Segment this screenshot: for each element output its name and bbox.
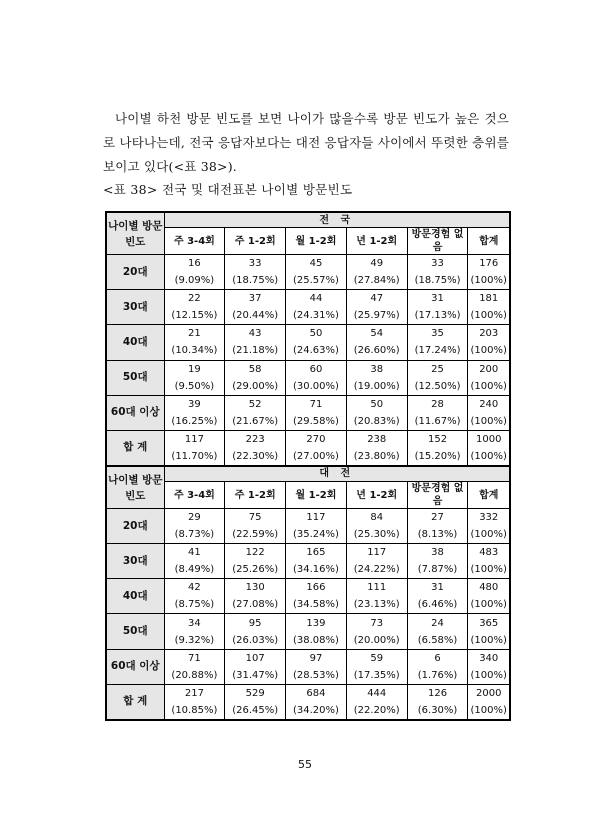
data-cell xyxy=(164,579,225,614)
data-cell xyxy=(346,430,407,466)
data-cell xyxy=(225,684,286,720)
cell-count: 684 xyxy=(306,687,326,699)
age-group-label: 40대 xyxy=(106,325,164,360)
cell-count: 54 xyxy=(370,328,384,340)
cell-count: 33 xyxy=(248,258,262,270)
cell-percent: (34.16%) xyxy=(292,564,339,576)
body-paragraph xyxy=(103,107,509,179)
data-cell xyxy=(407,579,468,614)
cell-percent: (21.67%) xyxy=(232,415,279,427)
column-header: 월 1-2회 xyxy=(286,481,347,508)
cell-percent: (6.58%) xyxy=(417,634,458,646)
column-header: 월 1-2회 xyxy=(286,228,347,255)
body-paragraph-text: 나이별 하천 방문 빈도를 보면 나이가 많을수록 방문 빈도가 높은 것으로 나타나는데, 전국 응답자보다는 대전 응답자들 사이에서 뚜렷한 층위를 보이고 있다(<표 38>). xyxy=(103,110,509,174)
data-cell xyxy=(407,684,468,720)
cell-count: 166 xyxy=(306,582,326,594)
column-header-row xyxy=(106,481,510,508)
cell-percent: (11.67%) xyxy=(414,415,461,427)
column-header: 합계 xyxy=(468,481,510,508)
cell-count: 223 xyxy=(245,433,265,445)
data-cell xyxy=(164,509,225,544)
cell-percent: (22.20%) xyxy=(353,704,400,716)
data-cell xyxy=(468,325,510,360)
cell-count: 139 xyxy=(306,617,326,629)
cell-count: 29 xyxy=(188,512,201,524)
data-cell xyxy=(407,430,468,466)
data-cell xyxy=(225,255,286,290)
data-cell xyxy=(407,649,468,684)
cell-count: 122 xyxy=(245,547,265,559)
region-label: 전 국 xyxy=(164,212,510,228)
cell-count: 21 xyxy=(188,328,201,340)
cell-count: 117 xyxy=(367,547,387,559)
cell-count: 84 xyxy=(370,512,384,524)
data-cell xyxy=(286,684,347,720)
cell-percent: (8.75%) xyxy=(174,599,215,611)
column-header: 주 1-2회 xyxy=(225,481,286,508)
cell-count: 181 xyxy=(479,293,499,305)
column-header: 년 1-2회 xyxy=(346,228,407,255)
cell-percent: (24.63%) xyxy=(292,345,339,357)
cell-percent: (18.75%) xyxy=(414,275,461,287)
cell-count: 2000 xyxy=(476,687,502,699)
data-cell xyxy=(164,395,225,430)
data-cell xyxy=(346,509,407,544)
table-row xyxy=(106,684,510,720)
data-cell xyxy=(164,649,225,684)
cell-count: 44 xyxy=(309,293,323,305)
cell-count: 38 xyxy=(431,547,444,559)
cell-percent: (22.59%) xyxy=(232,529,279,541)
cell-count: 480 xyxy=(479,582,499,594)
cell-percent: (100%) xyxy=(470,415,507,427)
column-header: 주 3-4회 xyxy=(164,228,225,255)
data-cell xyxy=(346,544,407,579)
data-cell xyxy=(468,430,510,466)
cell-percent: (27.00%) xyxy=(292,450,339,462)
column-header: 년 1-2회 xyxy=(346,481,407,508)
data-cell xyxy=(164,325,225,360)
data-cell xyxy=(407,614,468,649)
table-row xyxy=(106,255,510,290)
cell-percent: (100%) xyxy=(470,450,507,462)
cell-count: 41 xyxy=(188,547,201,559)
data-cell xyxy=(468,395,510,430)
cell-count: 117 xyxy=(184,433,204,445)
data-cell xyxy=(407,544,468,579)
cell-count: 16 xyxy=(188,258,201,270)
cell-percent: (25.30%) xyxy=(353,529,400,541)
cell-count: 58 xyxy=(248,363,262,375)
cell-percent: (26.03%) xyxy=(232,634,279,646)
cell-percent: (25.97%) xyxy=(353,310,400,322)
data-cell xyxy=(468,649,510,684)
age-group-label: 50대 xyxy=(106,614,164,649)
cell-percent: (100%) xyxy=(470,275,507,287)
cell-percent: (29.58%) xyxy=(292,415,339,427)
cell-percent: (20.44%) xyxy=(232,310,279,322)
cell-percent: (25.26%) xyxy=(232,564,279,576)
cell-count: 111 xyxy=(367,582,387,594)
data-cell xyxy=(286,360,347,395)
cell-count: 35 xyxy=(431,328,444,340)
data-cell xyxy=(225,614,286,649)
data-cell xyxy=(468,684,510,720)
data-cell xyxy=(225,325,286,360)
cell-count: 22 xyxy=(188,293,201,305)
cell-percent: (28.53%) xyxy=(292,669,339,681)
cell-percent: (34.20%) xyxy=(292,704,339,716)
cell-percent: (22.30%) xyxy=(232,450,279,462)
cell-count: 45 xyxy=(309,258,323,270)
cell-percent: (6.46%) xyxy=(417,599,458,611)
cell-count: 71 xyxy=(309,398,323,410)
data-cell xyxy=(468,579,510,614)
cell-percent: (24.31%) xyxy=(292,310,339,322)
data-cell xyxy=(225,395,286,430)
data-cell xyxy=(164,430,225,466)
cell-percent: (24.22%) xyxy=(353,564,400,576)
cell-percent: (8.49%) xyxy=(174,564,215,576)
data-cell xyxy=(286,255,347,290)
data-cell xyxy=(468,360,510,395)
data-cell xyxy=(286,430,347,466)
table-caption: <표 38> 전국 및 대전표본 나이별 방문빈도 xyxy=(103,182,353,197)
data-cell xyxy=(407,360,468,395)
cell-count: 107 xyxy=(245,652,265,664)
cell-count: 19 xyxy=(188,363,201,375)
age-group-label: 60대 이상 xyxy=(106,395,164,430)
cell-count: 50 xyxy=(309,328,323,340)
column-header: 주 1-2회 xyxy=(225,228,286,255)
data-cell xyxy=(346,684,407,720)
data-cell xyxy=(407,395,468,430)
data-cell xyxy=(225,360,286,395)
cell-percent: (8.73%) xyxy=(174,529,215,541)
cell-count: 165 xyxy=(306,547,326,559)
cell-percent: (100%) xyxy=(470,599,507,611)
cell-percent: (34.58%) xyxy=(292,599,339,611)
cell-percent: (27.84%) xyxy=(353,275,400,287)
age-group-label: 20대 xyxy=(106,509,164,544)
data-cell xyxy=(286,649,347,684)
cell-count: 483 xyxy=(479,547,499,559)
data-cell xyxy=(225,290,286,325)
cell-percent: (16.25%) xyxy=(171,415,218,427)
data-cell xyxy=(346,255,407,290)
cell-percent: (25.57%) xyxy=(292,275,339,287)
cell-percent: (9.50%) xyxy=(174,380,215,392)
cell-percent: (20.83%) xyxy=(353,415,400,427)
cell-percent: (15.20%) xyxy=(414,450,461,462)
cell-percent: (100%) xyxy=(470,634,507,646)
cell-count: 39 xyxy=(188,398,201,410)
table-row xyxy=(106,579,510,614)
cell-percent: (100%) xyxy=(470,380,507,392)
data-cell xyxy=(164,684,225,720)
row-header-label: 나이별 방문빈도 xyxy=(106,212,164,255)
cell-percent: (1.76%) xyxy=(417,669,458,681)
table-row xyxy=(106,509,510,544)
data-cell xyxy=(407,255,468,290)
cell-percent: (17.24%) xyxy=(414,345,461,357)
cell-count: 31 xyxy=(431,582,444,594)
cell-count: 28 xyxy=(431,398,444,410)
cell-percent: (31.47%) xyxy=(232,669,279,681)
cell-percent: (17.13%) xyxy=(414,310,461,322)
cell-count: 47 xyxy=(370,293,384,305)
data-cell xyxy=(164,255,225,290)
cell-percent: (8.13%) xyxy=(417,529,458,541)
data-cell xyxy=(286,290,347,325)
age-group-label: 50대 xyxy=(106,360,164,395)
cell-count: 24 xyxy=(431,617,444,629)
cell-count: 176 xyxy=(479,258,499,270)
data-cell xyxy=(407,290,468,325)
visit-frequency-table xyxy=(105,211,511,721)
cell-percent: (29.00%) xyxy=(232,380,279,392)
column-header-row xyxy=(106,228,510,255)
region-label: 대 전 xyxy=(164,466,510,482)
cell-percent: (38.08%) xyxy=(292,634,339,646)
cell-count: 240 xyxy=(479,398,499,410)
data-cell xyxy=(225,509,286,544)
data-cell xyxy=(164,360,225,395)
cell-count: 38 xyxy=(370,363,384,375)
table-row xyxy=(106,430,510,466)
data-cell xyxy=(346,395,407,430)
cell-count: 75 xyxy=(248,512,262,524)
cell-count: 49 xyxy=(370,258,384,270)
data-cell xyxy=(286,544,347,579)
cell-percent: (23.80%) xyxy=(353,450,400,462)
data-cell xyxy=(286,395,347,430)
cell-count: 42 xyxy=(188,582,201,594)
cell-percent: (26.60%) xyxy=(353,345,400,357)
cell-count: 365 xyxy=(479,617,499,629)
cell-percent: (23.13%) xyxy=(353,599,400,611)
cell-percent: (6.30%) xyxy=(417,704,458,716)
age-group-label: 20대 xyxy=(106,255,164,290)
cell-count: 126 xyxy=(428,687,448,699)
region-header-row xyxy=(106,212,510,228)
table-row xyxy=(106,290,510,325)
cell-count: 203 xyxy=(479,328,499,340)
data-cell xyxy=(346,579,407,614)
cell-percent: (10.34%) xyxy=(171,345,218,357)
cell-percent: (100%) xyxy=(470,345,507,357)
cell-percent: (17.35%) xyxy=(353,669,400,681)
cell-count: 95 xyxy=(248,617,262,629)
cell-percent: (21.18%) xyxy=(232,345,279,357)
data-cell xyxy=(468,544,510,579)
cell-percent: (12.50%) xyxy=(414,380,461,392)
cell-count: 60 xyxy=(309,363,323,375)
column-header: 방문경험 없음 xyxy=(407,228,468,255)
cell-percent: (11.70%) xyxy=(171,450,218,462)
cell-percent: (20.88%) xyxy=(171,669,218,681)
region-header-row xyxy=(106,466,510,482)
cell-percent: (7.87%) xyxy=(417,564,458,576)
cell-count: 25 xyxy=(431,363,444,375)
cell-count: 37 xyxy=(248,293,262,305)
data-cell xyxy=(346,649,407,684)
data-cell xyxy=(407,509,468,544)
cell-count: 200 xyxy=(479,363,499,375)
age-group-label: 60대 이상 xyxy=(106,649,164,684)
cell-count: 31 xyxy=(431,293,444,305)
row-header-label: 나이별 방문빈도 xyxy=(106,466,164,509)
column-header: 주 3-4회 xyxy=(164,481,225,508)
cell-percent: (100%) xyxy=(470,564,507,576)
table-body xyxy=(106,212,510,720)
cell-count: 71 xyxy=(188,652,201,664)
column-header: 합계 xyxy=(468,228,510,255)
cell-percent: (10.85%) xyxy=(171,704,218,716)
cell-count: 6 xyxy=(434,652,441,664)
data-cell xyxy=(286,509,347,544)
data-cell xyxy=(225,579,286,614)
cell-count: 1000 xyxy=(476,433,502,445)
table-row xyxy=(106,395,510,430)
cell-count: 97 xyxy=(309,652,323,664)
cell-count: 59 xyxy=(370,652,384,664)
cell-count: 217 xyxy=(184,687,204,699)
cell-count: 152 xyxy=(428,433,448,445)
data-cell xyxy=(346,290,407,325)
table-row xyxy=(106,649,510,684)
data-cell xyxy=(164,614,225,649)
data-cell xyxy=(407,325,468,360)
cell-count: 117 xyxy=(306,512,326,524)
cell-count: 34 xyxy=(188,617,201,629)
cell-percent: (27.08%) xyxy=(232,599,279,611)
age-group-label: 30대 xyxy=(106,290,164,325)
data-cell xyxy=(225,649,286,684)
data-cell xyxy=(346,360,407,395)
cell-percent: (100%) xyxy=(470,704,507,716)
cell-percent: (100%) xyxy=(470,529,507,541)
data-cell xyxy=(164,544,225,579)
cell-percent: (19.00%) xyxy=(353,380,400,392)
table-row xyxy=(106,544,510,579)
column-header: 방문경험 없음 xyxy=(407,481,468,508)
cell-count: 444 xyxy=(367,687,387,699)
data-cell xyxy=(286,579,347,614)
cell-percent: (20.00%) xyxy=(353,634,400,646)
data-cell xyxy=(346,325,407,360)
cell-count: 50 xyxy=(370,398,384,410)
data-cell xyxy=(164,290,225,325)
data-cell xyxy=(468,614,510,649)
table-row xyxy=(106,614,510,649)
age-group-label: 40대 xyxy=(106,579,164,614)
age-group-label: 합 계 xyxy=(106,430,164,466)
cell-count: 238 xyxy=(367,433,387,445)
data-cell xyxy=(346,614,407,649)
cell-count: 73 xyxy=(370,617,384,629)
page-number: 55 xyxy=(298,758,312,771)
cell-percent: (100%) xyxy=(470,669,507,681)
cell-percent: (30.00%) xyxy=(292,380,339,392)
cell-percent: (100%) xyxy=(470,310,507,322)
data-cell xyxy=(468,290,510,325)
data-cell xyxy=(286,614,347,649)
cell-percent: (9.09%) xyxy=(174,275,215,287)
data-cell xyxy=(468,509,510,544)
age-group-label: 합 계 xyxy=(106,684,164,720)
cell-percent: (12.15%) xyxy=(171,310,218,322)
cell-percent: (18.75%) xyxy=(232,275,279,287)
table-row xyxy=(106,360,510,395)
cell-percent: (35.24%) xyxy=(292,529,339,541)
cell-count: 33 xyxy=(431,258,444,270)
cell-percent: (26.45%) xyxy=(232,704,279,716)
cell-count: 43 xyxy=(248,328,262,340)
cell-count: 27 xyxy=(431,512,444,524)
data-cell xyxy=(225,430,286,466)
cell-count: 52 xyxy=(248,398,262,410)
data-cell xyxy=(468,255,510,290)
age-group-label: 30대 xyxy=(106,544,164,579)
cell-count: 340 xyxy=(479,652,499,664)
cell-count: 529 xyxy=(245,687,265,699)
data-cell xyxy=(225,544,286,579)
cell-count: 130 xyxy=(245,582,265,594)
cell-count: 270 xyxy=(306,433,326,445)
cell-count: 332 xyxy=(479,512,499,524)
data-cell xyxy=(286,325,347,360)
cell-percent: (9.32%) xyxy=(174,634,215,646)
table-row xyxy=(106,325,510,360)
